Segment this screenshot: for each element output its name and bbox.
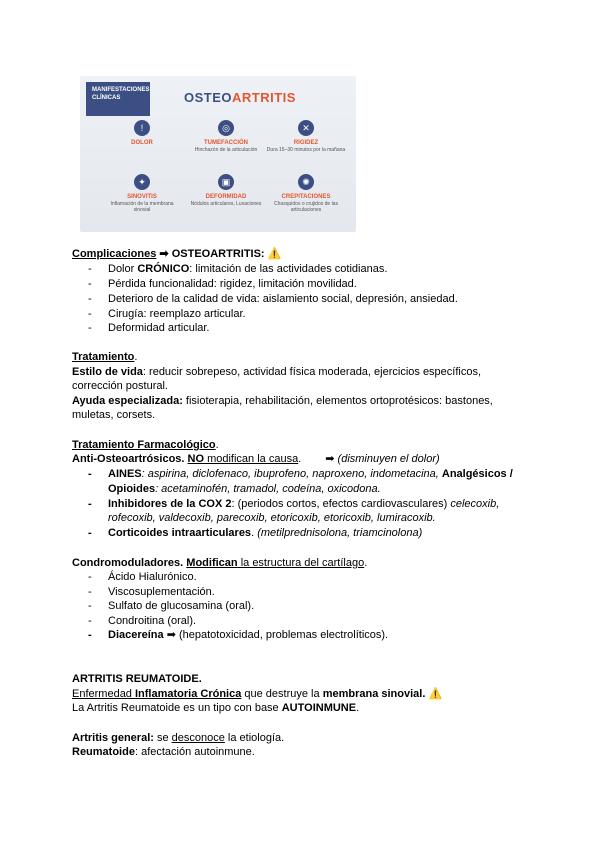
list-item: - Ácido Hialurónico.	[88, 571, 197, 583]
card-label: DOLOR	[131, 140, 153, 146]
dismin-text: (disminuyen el dolor)	[337, 453, 440, 465]
item-text: Viscosuplementación.	[108, 586, 215, 598]
list-item: - Cirugía: reemplazo articular.	[88, 308, 246, 320]
card-label: RIGIDEZ	[293, 140, 319, 146]
mod-rest: la estructura del cartílago	[237, 557, 365, 569]
condro-heading	[72, 556, 367, 570]
mod-text: Modifican	[186, 557, 238, 569]
card-dolor	[102, 120, 182, 147]
cort-drugs: (metilprednisolona, triamcinolona)	[257, 527, 423, 539]
g-b: desconoce	[171, 732, 225, 744]
item-bold: CRÓNICO	[137, 263, 190, 275]
item-text: Ácido Hialurónico.	[108, 571, 197, 583]
estilo-text-2: corrección postural.	[72, 380, 168, 392]
list-item: - Deformidad articular.	[88, 322, 210, 334]
card-tumefaccion	[186, 120, 266, 153]
ar-line-1	[72, 687, 442, 701]
synovitis-icon: ✦	[134, 174, 150, 190]
item-text: Sulfato de glucosamina (oral).	[108, 600, 255, 612]
arrow-icon: ➡	[159, 248, 169, 260]
list-item-aines: - AINES: aspirina, diclofenaco, ibuprofeno, naproxeno, indometacina, Analgésicos /	[88, 468, 513, 480]
ar-reumatoide-line	[72, 745, 255, 759]
ayuda-text-2: muletas, corsets.	[72, 409, 156, 421]
no-text: NO	[187, 453, 205, 465]
ayuda-label: Ayuda especializada:	[72, 395, 183, 407]
estilo-text: : reducir sobrepeso, actividad física moderada, ejercicios específicos,	[142, 366, 482, 378]
cort-label: Corticoides intraarticulares	[108, 527, 252, 539]
pain-icon: !	[134, 120, 150, 136]
card-label: TUMEFACCIÓN	[204, 140, 248, 146]
aines-label: AINES	[108, 468, 142, 480]
l1d: membrana sinovial.	[322, 688, 426, 700]
list-item: - Sulfato de glucosamina (oral).	[88, 600, 255, 612]
heading-target: OSTEOARTRITIS:	[171, 248, 265, 260]
card-crepitaciones	[266, 174, 346, 213]
list-item: - Deterioro de la calidad de vida: aislamiento social, depresión, ansiedad.	[88, 293, 458, 305]
diac-text: (hepatotoxicidad, problemas electrolíticos).	[175, 629, 389, 641]
card-desc: Inflamación de la membrana sinovial	[110, 201, 174, 213]
ar-line-2	[72, 701, 359, 715]
aines-text: : aspirina, diclofenaco, ibuprofeno, naproxeno, indometacina,	[141, 468, 442, 480]
card-label: SINOVITIS	[127, 194, 157, 200]
l1c: que destruye la	[241, 688, 323, 700]
diac-label: Diacereína	[108, 629, 164, 641]
estilo-line-2	[72, 379, 168, 393]
r-text: : afectación autoinmune.	[134, 746, 255, 758]
estilo-line	[72, 365, 481, 379]
infographic-badge: MANIFESTACIONES CLÍNICAS	[86, 82, 150, 116]
list-item: - Condroitina (oral).	[88, 615, 197, 627]
dot: .	[364, 557, 368, 569]
ar-title: ARTRITIS REUMATOIDE.	[72, 673, 202, 685]
item-text: Pérdida funcionalidad: rigidez, limitación movilidad.	[108, 278, 357, 290]
deformity-icon: ▣	[218, 174, 234, 190]
estilo-label: Estilo de vida	[72, 366, 143, 378]
list-item-aines-2	[108, 482, 381, 496]
osteoartritis-infographic	[80, 76, 356, 232]
l2b: AUTOINMUNE	[281, 702, 357, 714]
item-text: Condroitina (oral).	[108, 615, 197, 627]
g-label: Artritis general:	[72, 732, 154, 744]
swelling-icon: ◎	[218, 120, 234, 136]
list-item: - Pérdida funcionalidad: rigidez, limitación movilidad.	[88, 278, 357, 290]
heading-text: Tratamiento	[72, 351, 135, 363]
card-desc: Nódulos articulares, Luxaciones	[190, 201, 262, 207]
complicaciones-heading	[72, 247, 281, 261]
list-item-diacereina: - Diacereína ➡ (hepatotoxicidad, problemas electrolíticos).	[88, 629, 389, 641]
heading-text: Tratamiento Farmacológico	[72, 439, 216, 451]
item-text: Dolor	[108, 263, 138, 275]
list-item-cort: - Corticoides intraarticulares. (metilprednisolona, triamcinolona)	[88, 527, 423, 539]
item-text: Deterioro de la calidad de vida: aislamiento social, depresión, ansiedad.	[108, 293, 458, 305]
heading-dot: .	[215, 439, 219, 451]
heading-text: Complicaciones	[72, 248, 157, 260]
item-text: Deformidad articular.	[108, 322, 210, 334]
arrow-icon: ➡	[166, 629, 176, 641]
arrow-icon: ➡	[325, 453, 335, 465]
no-rest: modifican la causa	[204, 453, 299, 465]
card-rigidez	[266, 120, 346, 153]
crepitus-icon: ✺	[298, 174, 314, 190]
card-deformidad	[186, 174, 266, 207]
cox-text: : (periodos cortos, efectos cardiovasculares)	[231, 498, 451, 510]
ayuda-line-2	[72, 408, 155, 422]
analg-label: Analgésicos /	[441, 468, 513, 480]
l2a: La Artritis Reumatoide es un tipo con base	[72, 702, 282, 714]
ayuda-text: fisioterapia, rehabilitación, elementos ortoprotésicos: bastones,	[182, 395, 493, 407]
g-a: se	[153, 732, 172, 744]
cox-drugs: celecoxib,	[450, 498, 500, 510]
condro-label: Condromoduladores.	[72, 557, 184, 569]
cox-drugs-2: rofecoxib, valdecoxib, parecoxib, etoricoxib, etoricoxib, lumiracoxib.	[108, 512, 436, 524]
item-text-post: : limitación de las actividades cotidianas.	[189, 263, 388, 275]
title-part-b: ARTRITIS	[232, 90, 296, 105]
stiffness-icon: ✕	[298, 120, 314, 136]
cox-label: Inhibidores de la COX 2	[108, 498, 232, 510]
opioides-text: : acetaminofén, tramadol, codeína, oxicodona.	[155, 483, 381, 495]
card-desc: Chasquidos o crujidos de las articulaciones	[274, 201, 338, 213]
dot: .	[298, 453, 302, 465]
item-text: Cirugía: reemplazo articular.	[108, 308, 246, 320]
warning-icon: ⚠️	[428, 688, 443, 700]
l1a: Enfermedad	[72, 688, 135, 700]
anti-label: Anti-Osteoartrósicos.	[72, 453, 185, 465]
list-item-cox: - Inhibidores de la COX 2: (periodos cortos, efectos cardiovasculares) celecoxib,	[88, 498, 500, 510]
card-label: DEFORMIDAD	[205, 194, 247, 200]
opioides-label: Opioides	[108, 483, 156, 495]
list-item: - Viscosuplementación.	[88, 586, 215, 598]
g-c: la etiología.	[224, 732, 285, 744]
l2c: .	[356, 702, 360, 714]
anti-line	[72, 452, 440, 466]
cort-text: .	[251, 527, 258, 539]
tratamiento-heading	[72, 350, 137, 364]
l1b: Inflamatoria Crónica	[134, 688, 242, 700]
title-part-a: OSTEO	[184, 90, 233, 105]
card-desc: Dura 15–30 minutos por la mañana	[266, 147, 346, 153]
card-sinovitis	[102, 174, 182, 213]
r-label: Reumatoide	[72, 746, 135, 758]
ar-general-line	[72, 731, 284, 745]
farmaco-heading	[72, 438, 219, 452]
infographic-title	[184, 90, 296, 105]
list-item-cox-2	[108, 511, 436, 525]
warning-icon: ⚠️	[267, 248, 282, 260]
card-desc: Hinchazón de la articulación	[194, 147, 258, 153]
card-label: CREPITACIONES	[281, 194, 331, 200]
heading-dot: .	[134, 351, 138, 363]
list-item: - Dolor CRÓNICO: limitación de las actividades cotidianas.	[88, 263, 388, 275]
ayuda-line	[72, 394, 493, 408]
